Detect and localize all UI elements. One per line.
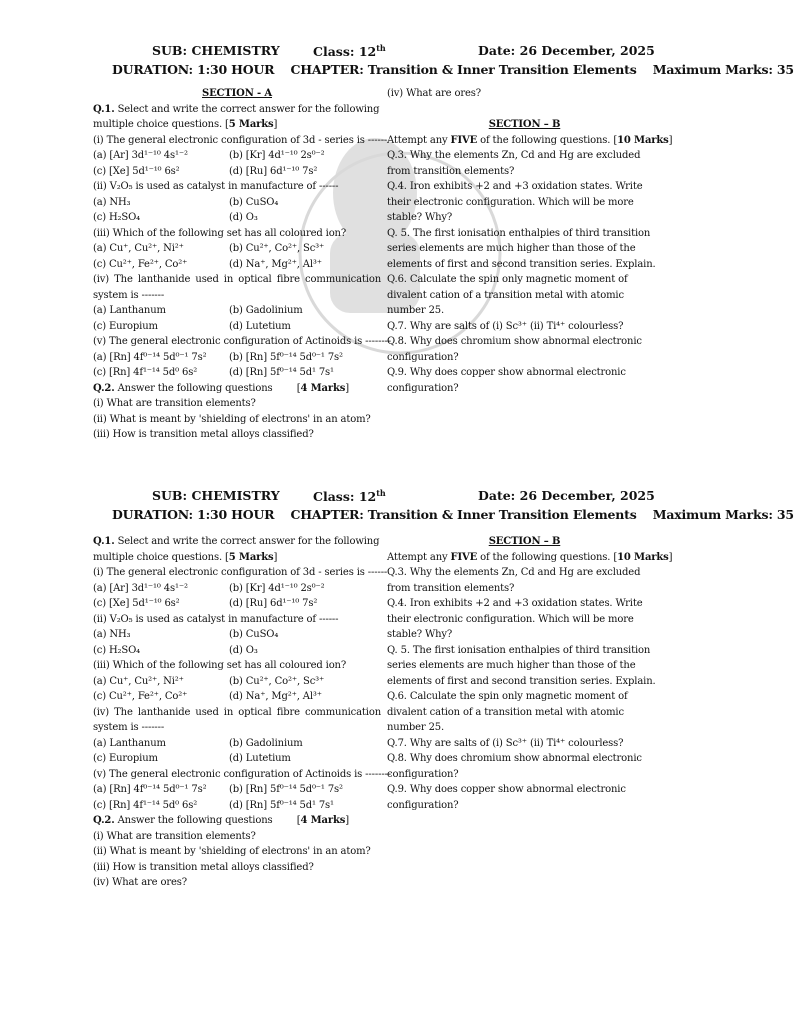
mcq-5-options-ab: (a) [Rn] 4f⁰⁻¹⁴ 5d⁰⁻¹ 7s² (b) [Rn] 5f⁰⁻¹⁴ 5d⁰⁻¹ 7s²	[93, 351, 343, 363]
q9-text: Q.9. Why does copper show abnormal electronic configuration?	[387, 367, 626, 394]
mcq-1-question: (i) The general electronic configuration of 3d - series is ------	[93, 134, 388, 146]
q7-text: Q.7. Why are salts of (i) Sc³⁺ (ii) Ti⁴⁺ colourless?	[387, 320, 624, 332]
mcq-2-question: (ii) V₂O₅ is used as catalyst in manufacture of ------	[93, 181, 339, 192]
spacer	[387, 102, 662, 118]
mcq-4-question: (iv) The lanthanide used in optical fibre communication system is -------	[93, 274, 381, 301]
mcq-4-options-ab: (a) Lanthanum (b) Gadolinium	[93, 737, 303, 749]
mcq-1-options-cd: (c) [Xe] 5d¹⁻¹⁰ 6s² (d) [Ru] 6d¹⁻¹⁰ 7s²	[93, 598, 318, 609]
exam-date: Date: 26 December, 2025	[478, 43, 655, 58]
q2-text: Q.2. Answer the following questions [4 Marks]	[93, 382, 349, 394]
q6-text: Q.6. Calculate the spin only magnetic moment of divalent cation of a transition metal with atomic number 25.	[387, 691, 628, 733]
q3-text: Q.3. Why the elements Zn, Cd and Hg are excluded from transition elements?	[387, 150, 641, 177]
subject: SUB: CHEMISTRY	[152, 488, 280, 503]
mcq-2-options-ab: (a) NH₃ (b) CuSO₄	[93, 629, 279, 640]
q8-text: Q.8. Why does chromium show abnormal electronic configuration?	[387, 753, 642, 780]
section-b-title: SECTION – B	[488, 119, 561, 130]
mcq-1-question: (i) The general electronic configuration of 3d - series is ------	[93, 567, 388, 578]
q4-text: Q.4. Iron exhibits +2 and +3 oxidation states. Write their electronic configuration. Which will be more stable? Why?	[387, 598, 643, 640]
section-b	[387, 86, 673, 396]
mcq-3-options-ab: (a) Cu⁺, Cu²⁺, Ni²⁺ (b) Cu²⁺, Co²⁺, Sc³⁺	[93, 243, 325, 254]
mcq-4-question: (iv) The lanthanide used in optical fibre communication system is -------	[93, 706, 381, 733]
q2-item-2: (ii) What is meant by 'shielding of electrons' in an atom?	[93, 413, 371, 425]
mcq-3-question: (iii) Which of the following set has all coloured ion?	[93, 227, 347, 239]
chapter: CHAPTER: Transition & Inner Transition Elements	[290, 62, 637, 77]
section-a-title: SECTION - A	[202, 88, 272, 99]
q2-item-4: (iv) What are ores?	[387, 88, 481, 99]
section-a	[93, 86, 392, 443]
section-b-title: SECTION – B	[488, 536, 561, 547]
mcq-3-options-ab: (a) Cu⁺, Cu²⁺, Ni²⁺ (b) Cu²⁺, Co²⁺, Sc³⁺	[93, 675, 325, 687]
q6-text: Q.6. Calculate the spin only magnetic moment of divalent cation of a transition metal with atomic number 25.	[387, 274, 628, 316]
section-b	[387, 534, 673, 813]
q5-text: Q. 5. The first ionisation enthalpies of third transition series elements are much higher than those of the elements of first and second transition series. Explain.	[387, 644, 656, 687]
mcq-3-question: (iii) Which of the following set has all coloured ion?	[93, 660, 347, 671]
q2-item-4: (iv) What are ores?	[93, 877, 187, 888]
mcq-5-options-cd: (c) [Rn] 4f¹⁻¹⁴ 5d⁰ 6s² (d) [Rn] 5f⁰⁻¹⁴ 5d¹ 7s¹	[93, 367, 334, 378]
mcq-2-options-ab: (a) NH₃ (b) CuSO₄	[93, 196, 279, 208]
mcq-5-question: (v) The general electronic configuration of Actinoids is --------	[93, 336, 392, 347]
section-a	[93, 534, 392, 891]
q7-text: Q.7. Why are salts of (i) Sc³⁺ (ii) Ti⁴⁺ colourless?	[387, 737, 624, 749]
class-label: Class: 12th	[313, 43, 386, 60]
max-marks: Maximum Marks: 35	[652, 507, 794, 522]
class-label: Class: 12th	[313, 488, 386, 505]
mcq-5-options-cd: (c) [Rn] 4f¹⁻¹⁴ 5d⁰ 6s² (d) [Rn] 5f⁰⁻¹⁴ 5d¹ 7s¹	[93, 799, 334, 811]
mcq-3-options-cd: (c) Cu²⁺, Fe²⁺, Co²⁺ (d) Na⁺, Mg²⁺, Al³⁺	[93, 691, 322, 702]
q1-text: Q.1. Select and write the correct answer for the following multiple choice questions. [5 Marks]	[93, 536, 380, 563]
mcq-5-options-ab: (a) [Rn] 4f⁰⁻¹⁴ 5d⁰⁻¹ 7s² (b) [Rn] 5f⁰⁻¹⁴ 5d⁰⁻¹ 7s²	[93, 784, 343, 795]
mcq-1-options-ab: (a) [Ar] 3d¹⁻¹⁰ 4s¹⁻² (b) [Kr] 4d¹⁻¹⁰ 2s⁰⁻²	[93, 582, 325, 594]
q2-item-3: (iii) How is transition metal alloys classified?	[93, 861, 314, 873]
mcq-2-options-cd: (c) H₂SO₄ (d) O₃	[93, 644, 258, 656]
header-line-2	[112, 62, 806, 77]
subject: SUB: CHEMISTRY	[152, 43, 280, 58]
max-marks: Maximum Marks: 35	[652, 62, 794, 77]
q2-item-2: (ii) What is meant by 'shielding of electrons' in an atom?	[93, 846, 371, 857]
question-paper-bottom	[0, 488, 794, 908]
mcq-1-options-cd: (c) [Xe] 5d¹⁻¹⁰ 6s² (d) [Ru] 6d¹⁻¹⁰ 7s²	[93, 165, 318, 177]
header-line-2	[112, 507, 806, 522]
exam-date: Date: 26 December, 2025	[478, 488, 655, 503]
mcq-4-options-ab: (a) Lanthanum (b) Gadolinium	[93, 305, 303, 316]
q2-text: Q.2. Answer the following questions [4 Marks]	[93, 815, 349, 826]
mcq-2-question: (ii) V₂O₅ is used as catalyst in manufacture of ------	[93, 613, 339, 625]
q4-text: Q.4. Iron exhibits +2 and +3 oxidation states. Write their electronic configuration. Which will be more stable? Why?	[387, 181, 643, 223]
mcq-3-options-cd: (c) Cu²⁺, Fe²⁺, Co²⁺ (d) Na⁺, Mg²⁺, Al³⁺	[93, 258, 322, 270]
q2-item-1: (i) What are transition elements?	[93, 830, 256, 842]
mcq-2-options-cd: (c) H₂SO₄ (d) O₃	[93, 212, 258, 223]
section-b-intro: Attempt any FIVE of the following questions. [10 Marks]	[387, 551, 673, 563]
duration: DURATION: 1:30 HOUR	[112, 62, 275, 77]
mcq-4-options-cd: (c) Europium (d) Lutetium	[93, 753, 291, 764]
mcq-5-question: (v) The general electronic configuration of Actinoids is --------	[93, 768, 392, 780]
section-b-intro: Attempt any FIVE of the following questions. [10 Marks]	[387, 134, 673, 146]
q2-item-3: (iii) How is transition metal alloys classified?	[93, 429, 314, 440]
chapter: CHAPTER: Transition & Inner Transition Elements	[290, 507, 637, 522]
mcq-4-options-cd: (c) Europium (d) Lutetium	[93, 320, 291, 332]
mcq-1-options-ab: (a) [Ar] 3d¹⁻¹⁰ 4s¹⁻² (b) [Kr] 4d¹⁻¹⁰ 2s⁰⁻²	[93, 150, 325, 161]
q1-text: Q.1. Select and write the correct answer for the following multiple choice questions. [5 Marks]	[93, 103, 380, 130]
q2-item-1: (i) What are transition elements?	[93, 398, 256, 409]
duration: DURATION: 1:30 HOUR	[112, 507, 275, 522]
q8-text: Q.8. Why does chromium show abnormal electronic configuration?	[387, 336, 642, 363]
q5-text: Q. 5. The first ionisation enthalpies of third transition series elements are much higher than those of the elements of first and second transition series. Explain.	[387, 227, 656, 270]
question-paper-top	[0, 43, 794, 443]
q9-text: Q.9. Why does copper show abnormal electronic configuration?	[387, 784, 626, 811]
q3-text: Q.3. Why the elements Zn, Cd and Hg are excluded from transition elements?	[387, 567, 641, 594]
